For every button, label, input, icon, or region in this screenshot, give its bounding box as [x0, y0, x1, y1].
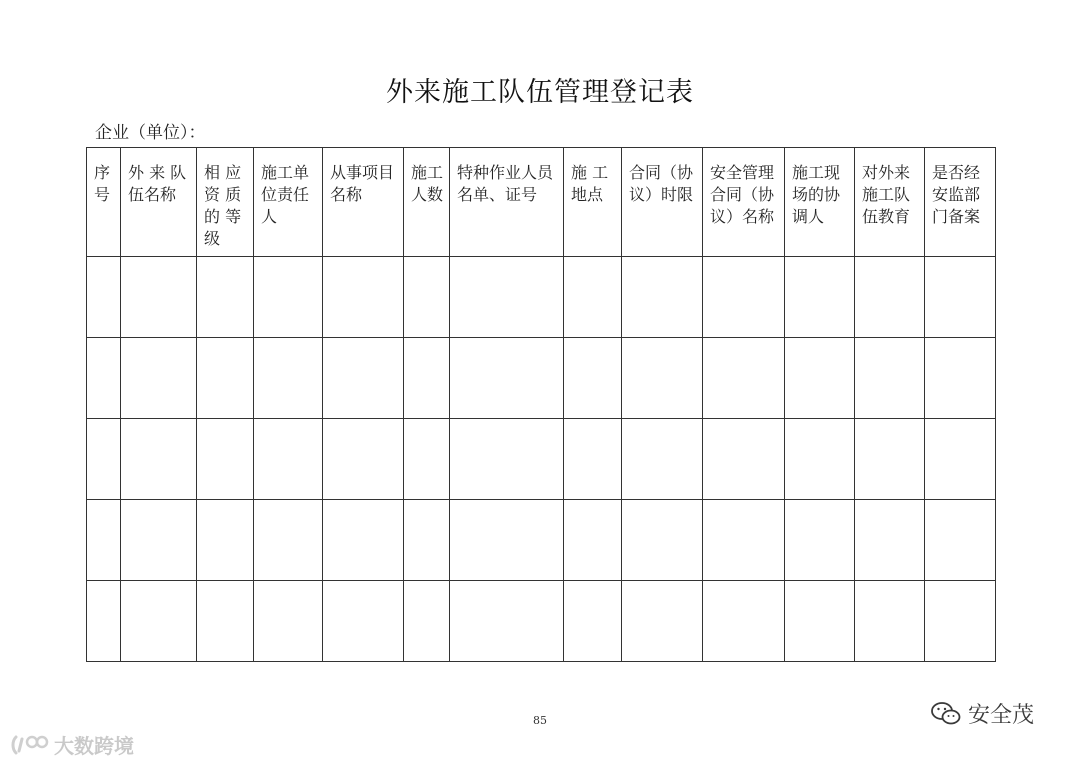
- table-cell[interactable]: [785, 500, 855, 581]
- table-cell[interactable]: [855, 338, 925, 419]
- header-cell: [925, 148, 996, 257]
- header-cell: [87, 148, 121, 257]
- table-cell[interactable]: [323, 419, 404, 500]
- table-cell[interactable]: [254, 581, 323, 662]
- header-label: 相 应 资 质 的 等 级: [204, 163, 242, 248]
- table-cell[interactable]: [703, 338, 785, 419]
- table-cell[interactable]: [404, 419, 450, 500]
- table-cell[interactable]: [121, 338, 197, 419]
- registration-table: [86, 147, 996, 662]
- table-cell[interactable]: [925, 257, 996, 338]
- page-title: 外来施工队伍管理登记表: [386, 77, 694, 108]
- table-cell[interactable]: [323, 338, 404, 419]
- header-cell: [622, 148, 703, 257]
- table-cell[interactable]: [450, 500, 564, 581]
- dashujujing-logo-icon: [10, 733, 50, 757]
- table-cell[interactable]: [855, 257, 925, 338]
- header-label: 合同（协 议）时限: [629, 163, 694, 204]
- table-cell[interactable]: [404, 581, 450, 662]
- table-body: [87, 257, 996, 662]
- table-cell[interactable]: [855, 500, 925, 581]
- table-row: [87, 500, 996, 581]
- table-cell[interactable]: [121, 581, 197, 662]
- header-label: 序 号: [94, 163, 111, 204]
- table-cell[interactable]: [785, 338, 855, 419]
- table-cell[interactable]: [254, 338, 323, 419]
- table-cell[interactable]: [450, 257, 564, 338]
- table-cell[interactable]: [785, 257, 855, 338]
- table-cell[interactable]: [564, 419, 622, 500]
- table-cell[interactable]: [564, 257, 622, 338]
- table-cell[interactable]: [703, 500, 785, 581]
- table-row: [87, 257, 996, 338]
- header-label: 对外来 施工队 伍教育: [862, 163, 911, 226]
- header-cell: [121, 148, 197, 257]
- table-cell[interactable]: [87, 581, 121, 662]
- table-cell[interactable]: [703, 581, 785, 662]
- header-label: 从事项目 名称: [330, 163, 395, 204]
- table-cell[interactable]: [197, 419, 254, 500]
- page-number: 85: [533, 714, 547, 727]
- table-row: [87, 338, 996, 419]
- table-cell[interactable]: [404, 257, 450, 338]
- table-cell[interactable]: [87, 257, 121, 338]
- table-cell[interactable]: [197, 581, 254, 662]
- table-cell[interactable]: [925, 419, 996, 500]
- table-cell[interactable]: [703, 257, 785, 338]
- table-cell[interactable]: [121, 500, 197, 581]
- table-cell[interactable]: [925, 581, 996, 662]
- table-cell[interactable]: [450, 581, 564, 662]
- table-cell[interactable]: [404, 500, 450, 581]
- table-cell[interactable]: [450, 338, 564, 419]
- wechat-icon: [930, 700, 962, 728]
- table-cell[interactable]: [564, 338, 622, 419]
- header-cell: [323, 148, 404, 257]
- table-cell[interactable]: [785, 581, 855, 662]
- table-cell[interactable]: [785, 419, 855, 500]
- watermark-right: [930, 698, 1034, 729]
- header-cell: [197, 148, 254, 257]
- table-cell[interactable]: [254, 257, 323, 338]
- header-cell: [254, 148, 323, 257]
- header-cell: [703, 148, 785, 257]
- table-cell[interactable]: [855, 581, 925, 662]
- header-label: 外 来 队 伍名称: [128, 163, 187, 204]
- table-cell[interactable]: [622, 257, 703, 338]
- table-cell[interactable]: [254, 500, 323, 581]
- table-cell[interactable]: [622, 500, 703, 581]
- table-cell[interactable]: [855, 419, 925, 500]
- table-cell[interactable]: [197, 338, 254, 419]
- watermark-right-text: 安全茂: [968, 703, 1035, 728]
- table-cell[interactable]: [703, 419, 785, 500]
- header-label: 施工单 位责任 人: [261, 163, 310, 226]
- table-cell[interactable]: [925, 500, 996, 581]
- table-cell[interactable]: [197, 257, 254, 338]
- table-cell[interactable]: [87, 338, 121, 419]
- header-cell: [450, 148, 564, 257]
- header-label: 特种作业人员 名单、证号: [457, 163, 554, 204]
- header-cell: [564, 148, 622, 257]
- watermark-left-text: 大数跨境: [54, 734, 134, 758]
- table-cell[interactable]: [622, 338, 703, 419]
- table-cell[interactable]: [404, 338, 450, 419]
- table-cell[interactable]: [622, 419, 703, 500]
- header-label: 施工 人数: [411, 163, 444, 204]
- table-cell[interactable]: [564, 581, 622, 662]
- header-label: 安全管理 合同（协 议）名称: [710, 163, 775, 226]
- table-cell[interactable]: [121, 257, 197, 338]
- table-cell[interactable]: [87, 419, 121, 500]
- table-cell[interactable]: [622, 581, 703, 662]
- table-cell[interactable]: [564, 500, 622, 581]
- header-cell: [785, 148, 855, 257]
- header-cell: [404, 148, 450, 257]
- header-cell: [855, 148, 925, 257]
- watermark-left: [10, 730, 134, 759]
- table-cell[interactable]: [450, 419, 564, 500]
- header-label: 施工现 场的协 调人: [792, 163, 841, 226]
- header-label: 施 工 地点: [571, 163, 609, 204]
- table-header-row: [87, 148, 996, 257]
- header-label: 是否经 安监部 门备案: [932, 163, 981, 226]
- table-row: [87, 581, 996, 662]
- table-cell[interactable]: [254, 419, 323, 500]
- table-cell[interactable]: [323, 257, 404, 338]
- table-cell[interactable]: [87, 500, 121, 581]
- table-row: [87, 419, 996, 500]
- table-cell[interactable]: [197, 500, 254, 581]
- table-cell[interactable]: [121, 419, 197, 500]
- enterprise-label: 企业（单位）：: [95, 123, 206, 143]
- table-cell[interactable]: [323, 500, 404, 581]
- table-cell[interactable]: [925, 338, 996, 419]
- table-cell[interactable]: [323, 581, 404, 662]
